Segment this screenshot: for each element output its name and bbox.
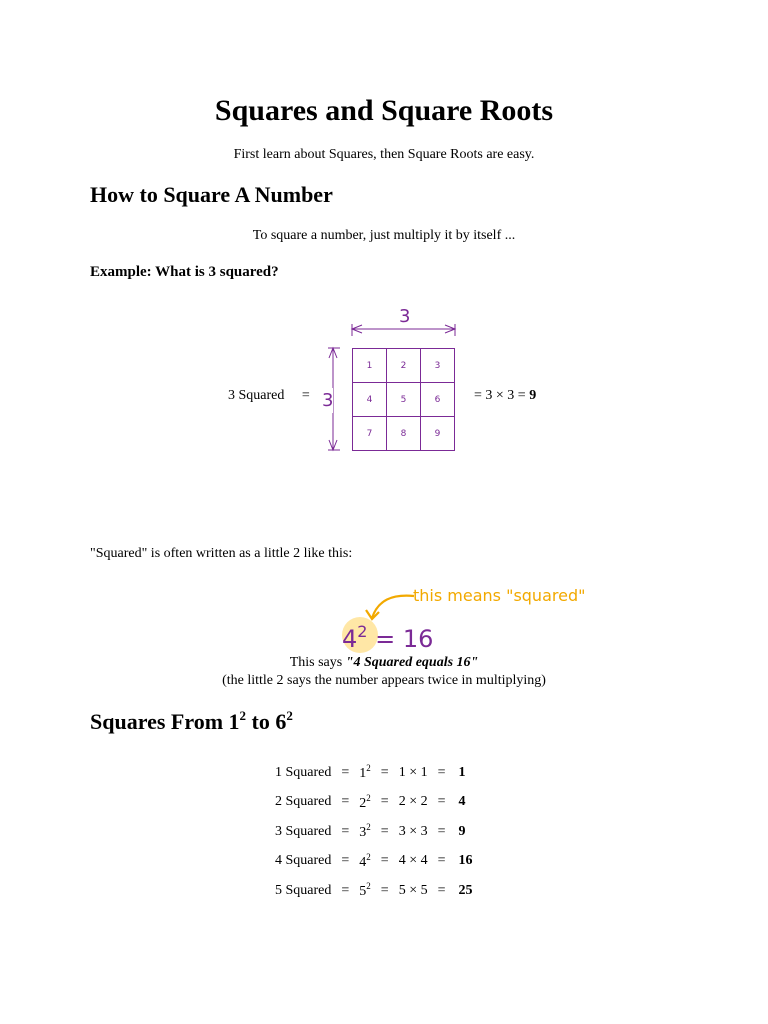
- square-grid: [352, 348, 455, 451]
- grid-cell: 9: [421, 417, 455, 451]
- row-power: $1^2$: [359, 763, 371, 782]
- equals-sign: =: [380, 853, 389, 869]
- row-label: 3 Squared: [275, 823, 332, 839]
- says-prefix: This says: [289, 655, 343, 670]
- row-power: $3^2$: [359, 822, 371, 841]
- page-title: Squares and Square Roots: [214, 94, 554, 127]
- row-label: 2 Squared: [275, 794, 332, 810]
- table-row: [270, 758, 478, 788]
- equals-sign: =: [341, 764, 350, 780]
- expression-rest: = 16: [375, 625, 434, 653]
- equals-sign: =: [341, 794, 350, 810]
- row-product: 3 × 3: [398, 823, 428, 839]
- table-row: [270, 847, 478, 877]
- table-row: [270, 817, 478, 847]
- squared-expression: [342, 622, 433, 653]
- example-heading: Example: What is 3 squared?: [90, 264, 279, 280]
- table-row: [270, 788, 478, 818]
- equals-sign: =: [437, 823, 446, 839]
- row-result: 1: [458, 764, 466, 780]
- notation-paragraph: "Squared" is often written as a little 2 like this:: [90, 546, 353, 561]
- section-heading-squares-from: [90, 708, 293, 735]
- equation-right-result: 9: [529, 388, 537, 403]
- squares-table: [270, 758, 478, 906]
- equals-sign: =: [437, 853, 446, 869]
- heading-part-b: to 6: [246, 709, 287, 734]
- heading-exponent-2: 2: [286, 708, 293, 723]
- heading-exponent-1: 2: [239, 708, 247, 723]
- twice-note: (the little 2 says the number appears twice in multiplying): [222, 673, 546, 688]
- equation-left: [228, 388, 310, 404]
- equals-sign: =: [437, 764, 446, 780]
- grid-cell: 6: [421, 383, 455, 417]
- equals-sign: =: [380, 882, 389, 898]
- expression-exponent: 2: [357, 622, 368, 641]
- row-label: 4 Squared: [275, 853, 332, 869]
- equation-left-label: 3 Squared: [228, 388, 285, 403]
- row-product: 1 × 1: [398, 764, 428, 780]
- row-result: 9: [458, 823, 466, 839]
- grid-cell: 4: [353, 383, 387, 417]
- equals-sign: =: [341, 853, 350, 869]
- equals-sign: =: [380, 794, 389, 810]
- section-heading-how-to-square: How to Square A Number: [90, 182, 333, 207]
- table-row: [270, 876, 478, 906]
- grid-cell: 1: [353, 349, 387, 383]
- row-power: $4^2$: [359, 851, 371, 870]
- equals-sign: =: [380, 823, 389, 839]
- row-product: 2 × 2: [398, 794, 428, 810]
- equation-right: [474, 388, 536, 404]
- equals-sign: =: [341, 882, 350, 898]
- grid-cell: 2: [387, 349, 421, 383]
- equals-sign: =: [341, 823, 350, 839]
- equation-equals: =: [301, 388, 310, 403]
- says-emphasis: "4 Squared equals 16": [345, 655, 479, 670]
- grid-cell: 7: [353, 417, 387, 451]
- grid-cell: 8: [387, 417, 421, 451]
- top-dimension-label: 3: [396, 306, 413, 327]
- equals-sign: =: [380, 764, 389, 780]
- side-dimension-label: 3: [322, 390, 334, 411]
- row-result: 16: [458, 853, 473, 869]
- row-product: 5 × 5: [398, 882, 428, 898]
- equals-sign: =: [437, 794, 446, 810]
- lead-text: To square a number, just multiply it by itself ...: [252, 228, 516, 243]
- row-label: 1 Squared: [275, 764, 332, 780]
- annotation-label: this means "squared": [413, 586, 586, 605]
- row-power: $2^2$: [359, 792, 371, 811]
- row-power: $5^2$: [359, 881, 371, 900]
- says-line: [0, 655, 768, 671]
- intro-text: First learn about Squares, then Square Roots are easy.: [233, 147, 535, 162]
- equals-sign: =: [437, 882, 446, 898]
- equation-right-prefix: = 3 × 3 =: [474, 388, 526, 403]
- row-result: 4: [458, 794, 466, 810]
- expression-base: 4: [342, 625, 358, 653]
- grid-cell: 3: [421, 349, 455, 383]
- row-product: 4 × 4: [398, 853, 428, 869]
- grid-cell: 5: [387, 383, 421, 417]
- row-result: 25: [458, 882, 473, 898]
- row-label: 5 Squared: [275, 882, 332, 898]
- heading-part-a: Squares From 1: [90, 709, 240, 734]
